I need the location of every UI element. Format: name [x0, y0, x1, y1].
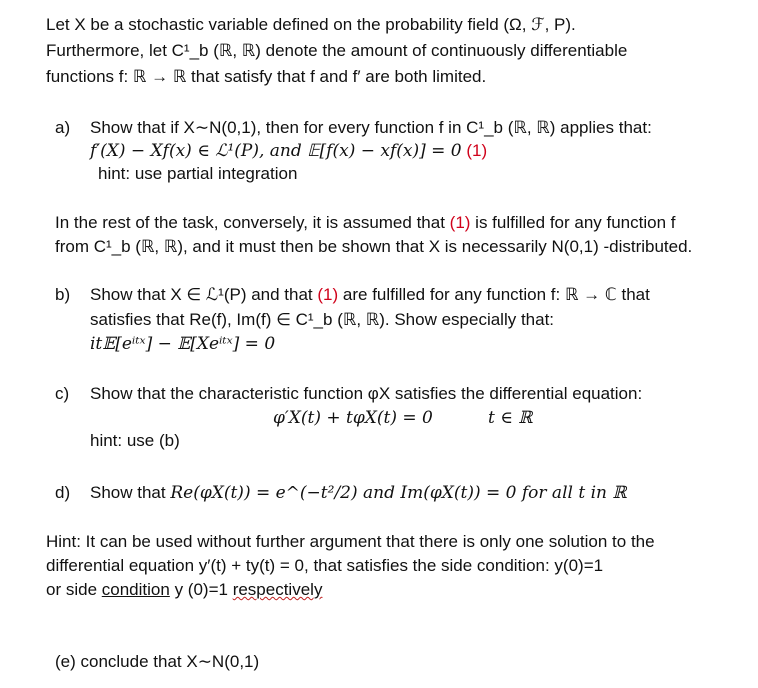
part-d-label: d): [55, 483, 71, 502]
part-d-line: [90, 482, 627, 504]
part-c-formula: φ′X(t) + tφX(t) = 0: [273, 408, 433, 428]
equation-ref-1: (1): [466, 141, 488, 160]
part-c-hint: hint: use (b): [90, 431, 180, 450]
final-hint-line-2: differential equation y′(t) + ty(t) = 0, that satisfies the side condition: y(0)=1: [46, 556, 604, 575]
part-d-text: Show that: [90, 483, 166, 502]
final-hint-line-3-mid: y (0)=1: [174, 580, 228, 599]
part-b-label: b): [55, 285, 71, 304]
part-c-domain: t ∈ ℝ: [488, 408, 533, 428]
final-hint-line-3-pre: or side: [46, 580, 98, 599]
rest-line-1: [55, 212, 676, 234]
part-e-line: (e) conclude that X∼N(0,1): [55, 652, 260, 671]
part-a-hint: hint: use partial integration: [98, 164, 298, 183]
part-b-ref-1: (1): [317, 285, 339, 304]
rest-line-1-post: is fulfilled for any function f: [475, 213, 676, 232]
rest-line-1-pre: In the rest of the task, conversely, it is assumed that: [55, 213, 445, 232]
part-a-formula-row: [90, 140, 487, 162]
part-b-line-2: satisfies that Re(f), Im(f) ∈ C¹_b (ℝ, ℝ). Show especially that:: [90, 310, 555, 329]
part-c-label: c): [55, 384, 70, 403]
final-hint-line-1: Hint: It can be used without further argument that there is only one solution to the: [46, 532, 655, 551]
final-hint-respectively: respectively: [232, 580, 323, 599]
part-b-line-1-post: are fulfilled for any function f: ℝ → ℂ that: [342, 285, 650, 304]
part-a-line-1: Show that if X∼N(0,1), then for every function f in C¹_b (ℝ, ℝ) applies that:: [90, 118, 652, 137]
rest-ref-1: (1): [449, 213, 471, 232]
rest-line-2: from C¹_b (ℝ, ℝ), and it must then be shown that X is necessarily N(0,1) -distributed.: [55, 237, 693, 256]
part-c-line-1: Show that the characteristic function φX satisfies the differential equation:: [90, 384, 643, 403]
intro-line-3: functions f: ℝ → ℝ that satisfy that f and f′ are both limited.: [46, 67, 487, 86]
final-hint-condition: condition: [101, 580, 170, 599]
intro-line-1: Let X be a stochastic variable defined on the probability field (Ω, ℱ, P).: [46, 15, 576, 34]
part-a-formula: f′(X) − Xf(x) ∈ ℒ¹(P), and 𝔼[f(x) − xf(x)] = 0: [90, 141, 462, 161]
part-a-label: a): [55, 118, 71, 137]
part-d-formula: Re(φX(t)) = e^(−t²/2) and Im(φX(t)) = 0 for all t in ℝ: [170, 483, 627, 503]
part-b-line-1: [90, 284, 650, 306]
intro-line-2: Furthermore, let C¹_b (ℝ, ℝ) denote the amount of continuously differentiable: [46, 41, 628, 60]
part-b-formula: it𝔼[eⁱᵗˣ] − 𝔼[Xeⁱᵗˣ] = 0: [90, 334, 276, 354]
final-hint-line-3: [46, 579, 322, 601]
part-b-line-1-pre: Show that X ∈ ℒ¹(P) and that: [90, 285, 313, 304]
